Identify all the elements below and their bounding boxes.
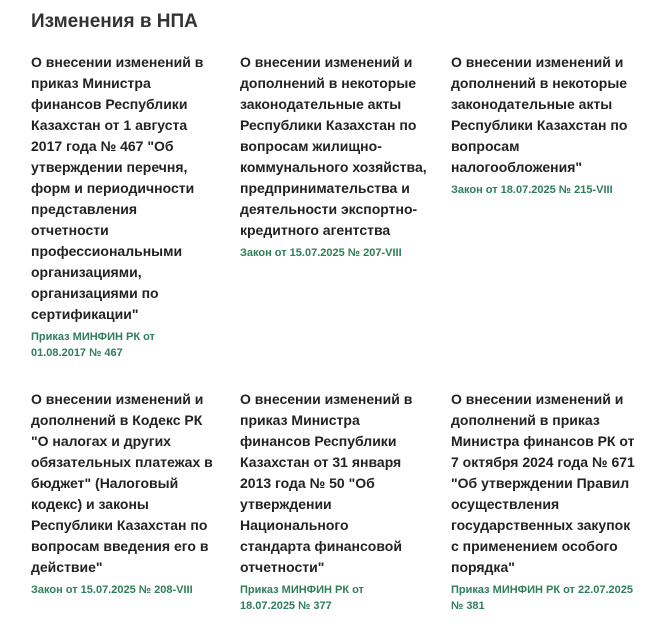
- npa-card-title-link[interactable]: О внесении изменений и дополнений в некоторые законодательные акты Республики Казахстан по вопросам налогообложения": [451, 54, 628, 175]
- section-title: Изменения в НПА: [31, 11, 198, 32]
- npa-card-title-link[interactable]: О внесении изменений и дополнений в приказ Министра финансов РК от 7 октября 2024 года № 671 "Об утверждении Правил осуществления государственных закупок с применением особого порядка": [451, 391, 635, 575]
- npa-card-title-link[interactable]: О внесении изменений в приказ Министра финансов Республики Казахстан от 31 января 2013 года № 50 "Об утверждении Национального стандарта финансовой отчетности": [240, 391, 413, 575]
- npa-card-meta: Приказ МИНФИН РК от 22.07.2025 № 381: [451, 584, 634, 612]
- npa-card-meta: Приказ МИНФИН РК от 18.07.2025 № 377: [240, 584, 364, 612]
- npa-card-meta: Закон от 18.07.2025 № 215-VIII: [451, 184, 613, 196]
- npa-card-meta: Закон от 15.07.2025 № 208-VIII: [31, 584, 193, 596]
- npa-card-title-link[interactable]: О внесении изменений в приказ Министра финансов Республики Казахстан от 1 августа 2017 года № 467 "Об утверждении перечня, форм и периодичности представления отчетности профессиональными организациями, организациями по сертификации": [31, 54, 204, 322]
- npa-card: [240, 52, 430, 261]
- npa-card: [451, 389, 641, 614]
- npa-card: [451, 52, 636, 198]
- npa-card-meta: Приказ МИНФИН РК от 01.08.2017 № 467: [31, 331, 155, 359]
- npa-card: [31, 389, 213, 598]
- npa-card-meta: Закон от 15.07.2025 № 207-VIII: [240, 247, 402, 259]
- npa-card-title-link[interactable]: О внесении изменений и дополнений в некоторые законодательные акты Республики Казахстан по вопросам жилищно-коммунального хозяйства, предпринимательства и деятельности экспортно-кредитного агентства: [240, 54, 427, 238]
- npa-card: [240, 389, 422, 614]
- npa-card: [31, 52, 209, 361]
- npa-card-title-link[interactable]: О внесении изменений и дополнений в Кодекс РК "О налогах и других обязательных платежах в бюджет" (Налоговый кодекс) и законы Республики Казахстан по вопросам введения его в действие": [31, 391, 213, 575]
